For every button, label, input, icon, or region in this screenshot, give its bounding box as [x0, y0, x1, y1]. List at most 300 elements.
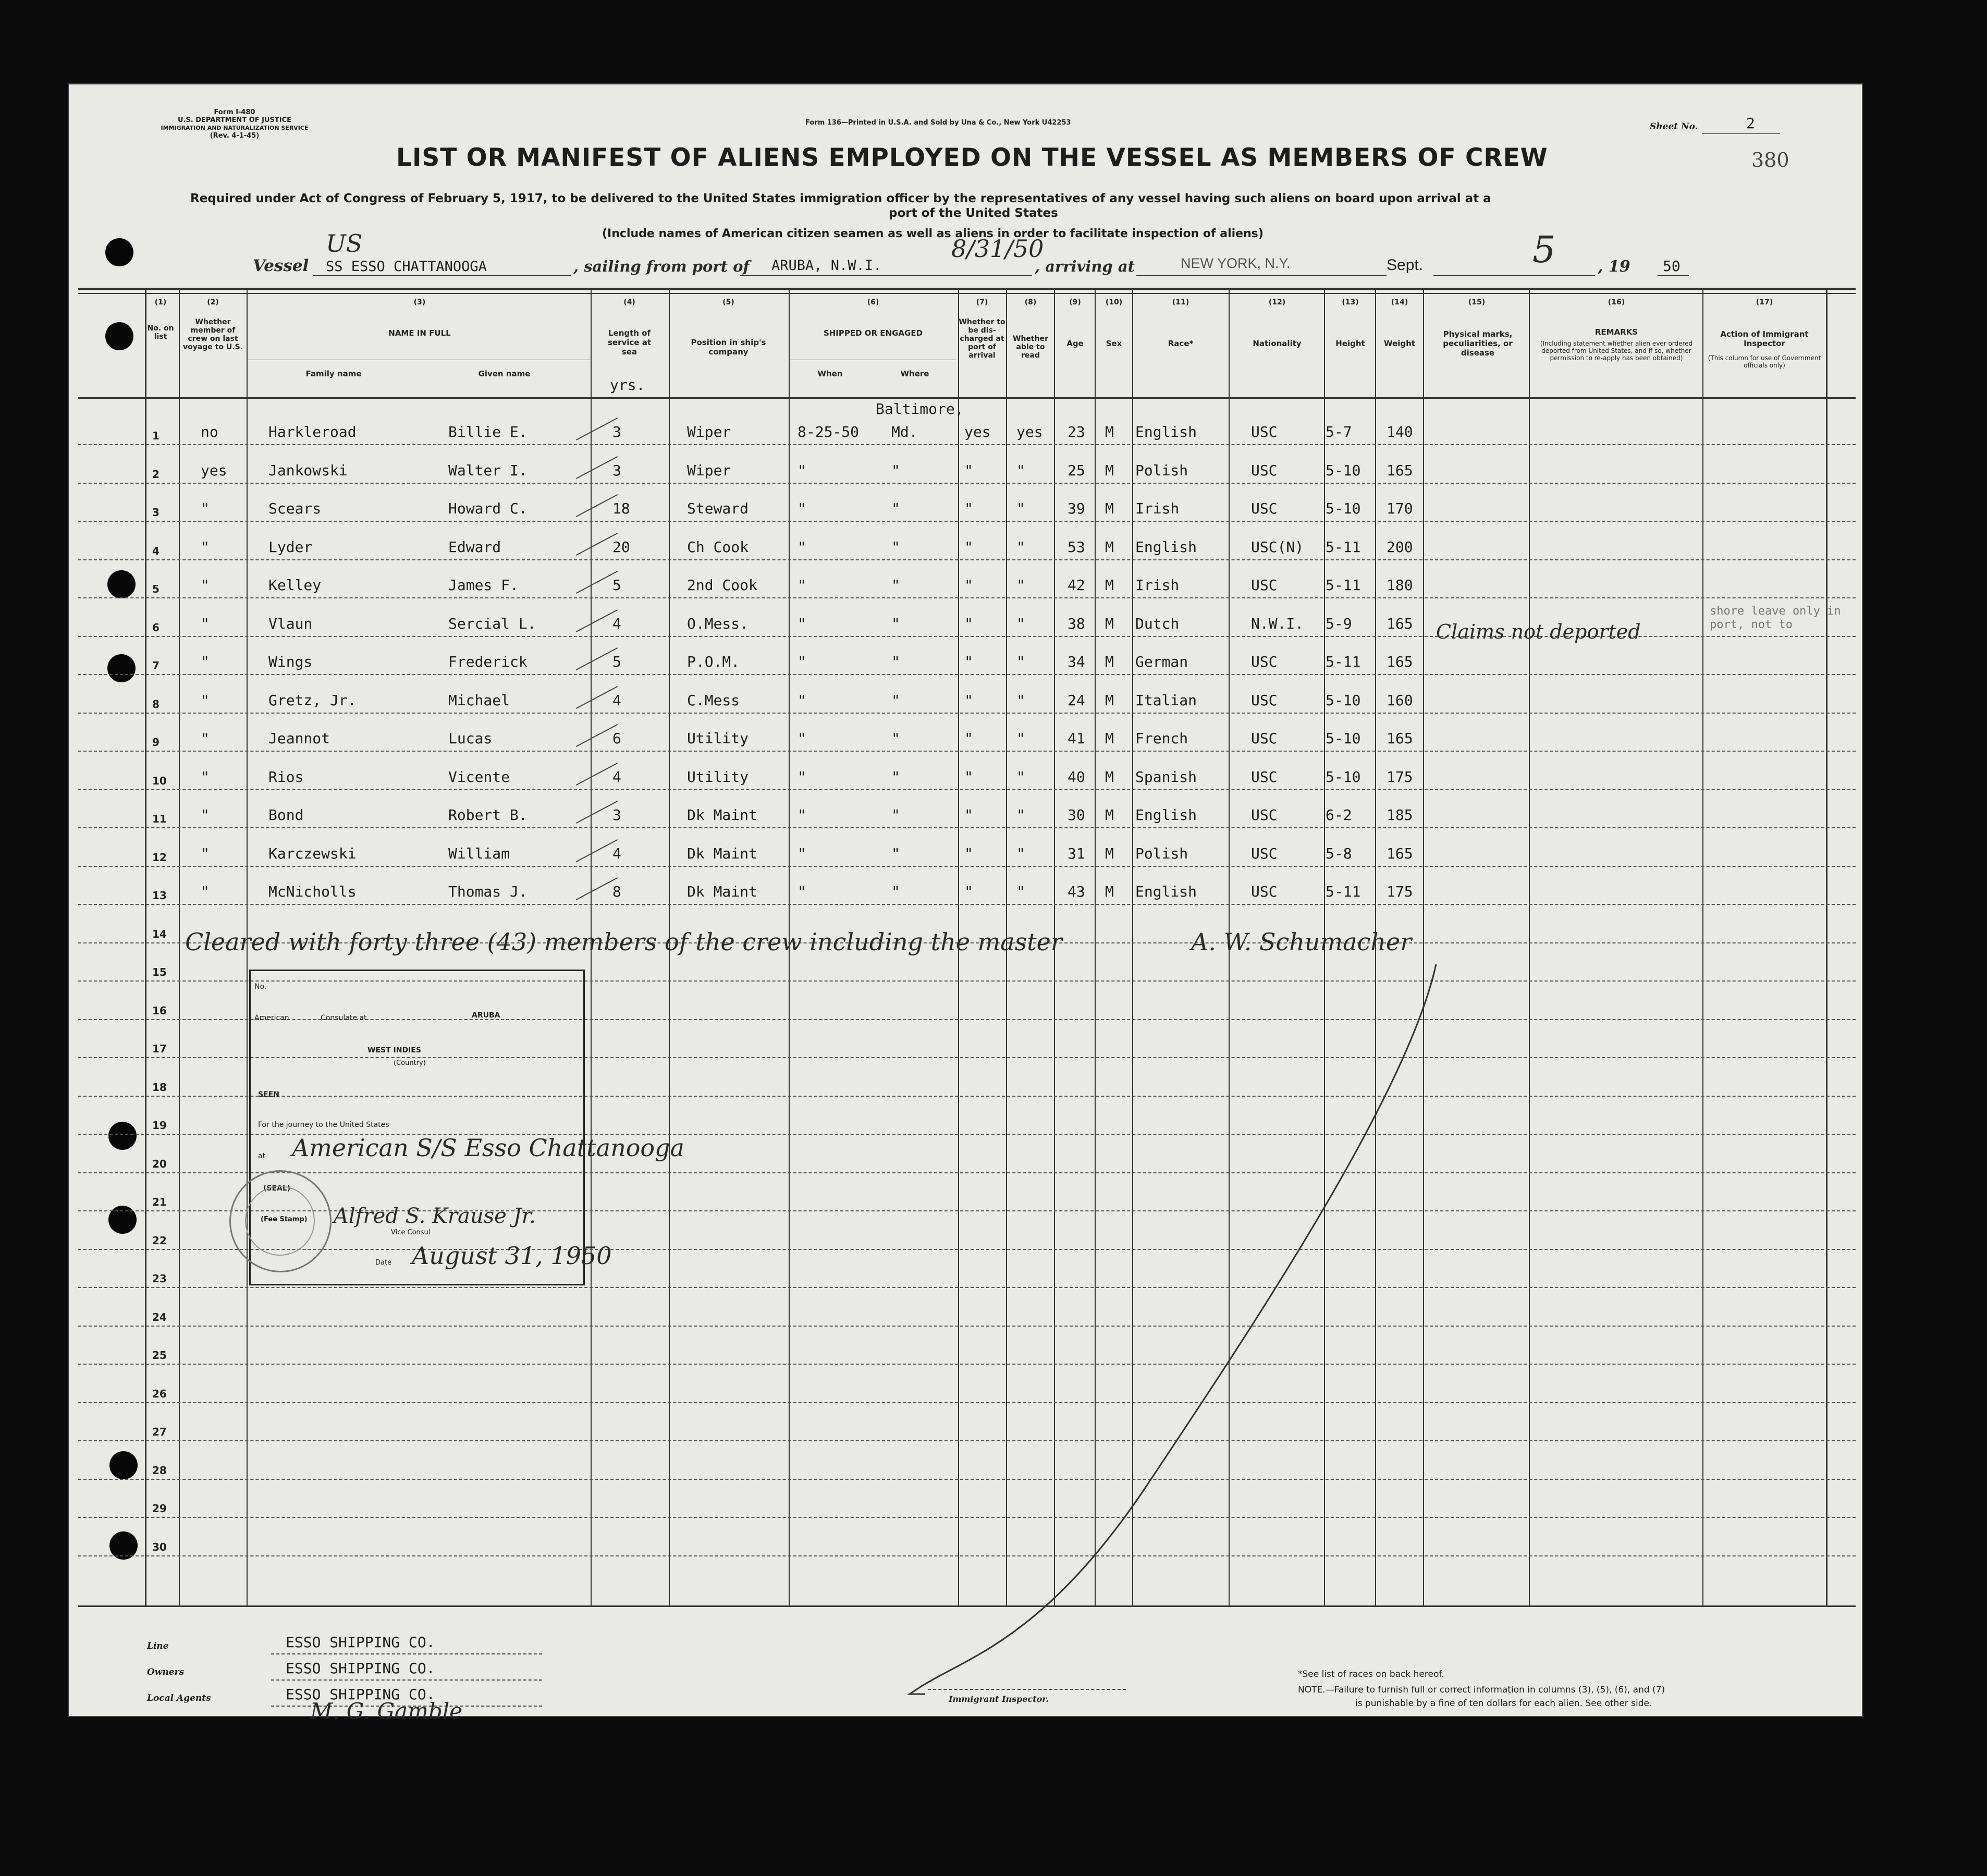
crew-weight-cell: 160 — [1387, 691, 1413, 709]
col-num-2: (2) — [207, 298, 219, 306]
crew-sex-cell: M — [1105, 806, 1114, 824]
year-prefix: , 19 — [1598, 258, 1630, 276]
crew-given-cell: Walter I. — [448, 461, 528, 479]
crew-when-cell: " — [798, 461, 806, 479]
page-title: LIST OR MANIFEST OF ALIENS EMPLOYED ON THE VESSEL AS MEMBERS OF CREW — [396, 143, 1548, 172]
crew-when-cell: " — [798, 615, 806, 632]
arriving-label: , arriving at — [1035, 258, 1135, 275]
col-num-15: (15) — [1468, 298, 1486, 306]
crew-height-cell: 5-9 — [1326, 615, 1352, 632]
form-id: Form I-480 — [214, 108, 255, 116]
crew-read-cell: yes — [1016, 423, 1043, 440]
vessel-note: US — [326, 229, 363, 258]
crew-weight-cell: 165 — [1387, 730, 1413, 747]
crew-position-cell: Dk Maint — [687, 806, 757, 824]
crew-discharged-cell: " — [964, 577, 973, 594]
col-num-8: (8) — [1024, 298, 1037, 306]
stamp-at: at — [258, 1152, 266, 1160]
family-name-header: Family name — [305, 369, 362, 378]
crew-given-cell: Vicente — [448, 768, 510, 786]
crew-nationality-cell: N.W.I. — [1251, 615, 1304, 632]
crew-height-cell: 5-10 — [1326, 500, 1361, 517]
row-number: 29 — [152, 1502, 167, 1515]
col-num-4: (4) — [623, 298, 635, 306]
crew-age-cell: 41 — [1068, 730, 1085, 747]
row-number: 27 — [152, 1426, 167, 1438]
crew-discharged-cell: " — [964, 500, 973, 517]
crew-given-cell: Sercial L. — [448, 615, 536, 632]
sailing-label: , sailing from port of — [573, 258, 750, 275]
row-number: 9 — [152, 736, 160, 749]
where-header: Where — [900, 369, 929, 378]
crew-weight-cell: 165 — [1387, 615, 1413, 632]
crew-given-cell: Frederick — [448, 653, 528, 670]
crew-race-cell: Italian — [1135, 691, 1197, 709]
crew-sex-cell: M — [1105, 730, 1114, 747]
crew-race-cell: Polish — [1135, 461, 1188, 479]
col-header-9: Age — [1066, 339, 1084, 348]
col-num-14: (14) — [1391, 298, 1408, 306]
given-name-header: Given name — [478, 369, 531, 378]
crew-given-cell: Robert B. — [448, 806, 528, 824]
crew-family-cell: Gretz, Jr. — [268, 691, 357, 709]
row-number: 13 — [152, 889, 167, 902]
stamp-ship-handwritten: American S/S Esso Chattanooga — [292, 1134, 684, 1162]
crew-sex-cell: M — [1105, 461, 1114, 479]
crew-last-cell: " — [201, 500, 210, 517]
subtitle-line2: port of the United States — [889, 206, 1058, 220]
crew-read-cell: " — [1016, 768, 1025, 786]
crew-discharged-cell: " — [964, 538, 973, 556]
crew-height-cell: 5-7 — [1326, 423, 1352, 440]
crew-nationality-cell: USC — [1251, 730, 1278, 747]
crew-last-cell: " — [201, 538, 210, 556]
crew-read-cell: " — [1016, 691, 1025, 709]
crew-given-cell: Billie E. — [448, 423, 528, 440]
col-num-12: (12) — [1268, 298, 1286, 306]
crew-last-cell: " — [201, 844, 210, 862]
crew-service-cell: 4 — [612, 691, 621, 709]
col-num-11: (11) — [1172, 298, 1189, 306]
col-num-9: (9) — [1069, 298, 1081, 306]
crew-nationality-cell: USC(N) — [1251, 538, 1304, 556]
sheet-number: 2 — [1746, 115, 1755, 132]
col-header-5: Position in ship's company — [691, 338, 766, 357]
crew-position-cell: P.O.M. — [687, 653, 740, 670]
date-note: 8/31/50 — [951, 235, 1044, 263]
agents-value: ESSO SHIPPING CO. — [286, 1686, 435, 1703]
crew-weight-cell: 175 — [1387, 883, 1413, 900]
crew-nationality-cell: USC — [1251, 768, 1278, 786]
crew-when-cell: " — [798, 538, 806, 556]
crew-read-cell: " — [1016, 883, 1025, 900]
crew-service-cell: 5 — [612, 577, 621, 594]
master-signature: A. W. Schumacher — [1191, 928, 1412, 956]
crew-where-cell: " — [891, 500, 900, 517]
col-header-6: SHIPPED OR ENGAGED — [823, 328, 923, 338]
col-header-4: Length of service at sea — [608, 328, 651, 357]
crew-given-cell: Howard C. — [448, 500, 528, 517]
closing-note: Cleared with forty three (43) members of the crew including the master — [185, 928, 1062, 956]
penalty-note-1: NOTE.—Failure to furnish full or correct information in columns (3), (5), (6), and (7) — [1298, 1685, 1665, 1695]
crew-weight-cell: 180 — [1387, 577, 1413, 594]
crew-service-cell: 3 — [612, 423, 621, 440]
col-num-13: (13) — [1342, 298, 1359, 306]
crew-position-cell: 2nd Cook — [687, 577, 757, 594]
crew-service-cell: 4 — [612, 768, 621, 786]
row-number: 11 — [152, 813, 167, 825]
crew-last-cell: " — [201, 730, 210, 747]
crew-last-cell: " — [201, 883, 210, 900]
crew-nationality-cell: USC — [1251, 653, 1278, 670]
col-num-3: (3) — [413, 298, 426, 306]
agent-signature: M. G. Gamble — [310, 1698, 463, 1724]
crew-where-cell: " — [891, 730, 900, 747]
col-header-2: Whether member of crew on last voyage to U.S. — [183, 318, 243, 351]
crew-race-cell: English — [1135, 806, 1197, 824]
crew-age-cell: 34 — [1068, 653, 1085, 670]
row-number: 18 — [152, 1081, 167, 1094]
stamp-consulate-at: Consulate at — [321, 1014, 367, 1022]
crew-nationality-cell: USC — [1251, 806, 1278, 824]
crew-family-cell: Jankowski — [268, 461, 348, 479]
action-note: (This column for use of Government officials only) — [1708, 354, 1821, 369]
crew-age-cell: 31 — [1068, 844, 1085, 862]
crew-age-cell: 38 — [1068, 615, 1085, 632]
crew-position-cell: C.Mess — [687, 691, 740, 709]
where-baltimore: Baltimore, — [876, 400, 964, 418]
col-header-7: Whether to be dis-charged at port of arrival — [959, 318, 1005, 360]
col-header-15: Physical marks, peculiarities, or disease — [1443, 329, 1513, 358]
crew-family-cell: Lyder — [268, 538, 313, 556]
crew-nationality-cell: USC — [1251, 883, 1278, 900]
crew-race-cell: German — [1135, 653, 1188, 670]
crew-family-cell: Rios — [268, 768, 304, 786]
crew-where-cell: " — [891, 768, 900, 786]
crew-when-cell: " — [798, 691, 806, 709]
col-header-1: No. on list — [147, 324, 174, 341]
crew-when-cell: " — [798, 653, 806, 670]
stamp-number: 380 — [1751, 149, 1789, 171]
subtitle-line3: (Include names of American citizen seamen as well as aliens in order to facilitate inspection of aliens) — [602, 227, 1264, 240]
years-label: yrs. — [610, 376, 645, 394]
crew-sex-cell: M — [1105, 615, 1114, 632]
crew-position-cell: Ch Cook — [687, 538, 749, 556]
crew-family-cell: Vlaun — [268, 615, 313, 632]
crew-read-cell: " — [1016, 806, 1025, 824]
crew-height-cell: 5-10 — [1326, 461, 1361, 479]
when-header: When — [817, 369, 843, 378]
crew-read-cell: " — [1016, 500, 1025, 517]
row-number: 8 — [152, 697, 160, 710]
col-num-5: (5) — [722, 298, 734, 306]
stamp-no-label: No. — [254, 983, 267, 991]
consul-signature: Alfred S. Krause Jr. — [334, 1204, 536, 1228]
crew-discharged-cell: yes — [964, 423, 991, 440]
crew-where-cell: " — [891, 883, 900, 900]
crew-service-cell: 3 — [612, 806, 621, 824]
crew-height-cell: 5-11 — [1326, 883, 1361, 900]
crew-read-cell: " — [1016, 844, 1025, 862]
crew-height-cell: 5-10 — [1326, 691, 1361, 709]
crew-weight-cell: 175 — [1387, 768, 1413, 786]
crew-family-cell: McNicholls — [268, 883, 357, 900]
col-num-6: (6) — [867, 298, 879, 306]
crew-service-cell: 4 — [612, 844, 621, 862]
crew-discharged-cell: " — [964, 653, 973, 670]
row-number: 24 — [152, 1310, 167, 1323]
crew-last-cell: yes — [201, 461, 227, 479]
row-number: 12 — [152, 851, 167, 864]
arrival-day: 5 — [1532, 228, 1556, 271]
crew-age-cell: 40 — [1068, 768, 1085, 786]
crew-discharged-cell: " — [964, 844, 973, 862]
crew-weight-cell: 170 — [1387, 500, 1413, 517]
crew-last-cell: no — [201, 423, 218, 440]
crew-service-cell: 6 — [612, 730, 621, 747]
crew-position-cell: Steward — [687, 500, 749, 517]
crew-height-cell: 5-10 — [1326, 730, 1361, 747]
crew-sex-cell: M — [1105, 538, 1114, 556]
crew-when-cell: " — [798, 577, 806, 594]
col-header-12: Nationality — [1253, 339, 1302, 348]
crew-discharged-cell: " — [964, 806, 973, 824]
crew-race-cell: English — [1135, 883, 1197, 900]
crew-discharged-cell: " — [964, 768, 973, 786]
crew-discharged-cell: " — [964, 730, 973, 747]
vessel-name: SS ESSO CHATTANOOGA — [326, 259, 487, 275]
row-number: 5 — [152, 583, 160, 595]
crew-weight-cell: 165 — [1387, 461, 1413, 479]
crew-family-cell: Wings — [268, 653, 313, 670]
crew-sex-cell: M — [1105, 844, 1114, 862]
row-number: 10 — [152, 774, 167, 787]
crew-family-cell: Karczewski — [268, 844, 357, 862]
crew-family-cell: Scears — [268, 500, 322, 517]
stamp-date-label: Date — [375, 1259, 392, 1267]
crew-age-cell: 42 — [1068, 577, 1085, 594]
row-number: 22 — [152, 1234, 167, 1247]
line-label: Line — [147, 1641, 169, 1651]
row-number: 19 — [152, 1119, 167, 1132]
crew-where-cell: " — [891, 653, 900, 670]
crew-nationality-cell: USC — [1251, 691, 1278, 709]
crew-nationality-cell: USC — [1251, 500, 1278, 517]
crew-height-cell: 5-11 — [1326, 577, 1361, 594]
arrival-month: Sept. — [1387, 256, 1424, 274]
row6-remark: Claims not deported — [1436, 620, 1641, 643]
crew-race-cell: English — [1135, 423, 1197, 440]
subtitle-line1: Required under Act of Congress of February 5, 1917, to be delivered to the United States immigration officer by the representatives of any vessel having such aliens on board upon arrival at a — [190, 192, 1491, 205]
crew-service-cell: 18 — [612, 500, 630, 517]
crew-where-cell: " — [891, 577, 900, 594]
crew-age-cell: 53 — [1068, 538, 1085, 556]
crew-weight-cell: 185 — [1387, 806, 1413, 824]
crew-given-cell: Thomas J. — [448, 883, 528, 900]
row-number: 30 — [152, 1540, 167, 1553]
crew-race-cell: Irish — [1135, 577, 1180, 594]
stamp-seen: SEEN — [258, 1090, 279, 1099]
stamp-fee: (Fee Stamp) — [261, 1216, 308, 1223]
row-number: 4 — [152, 544, 160, 557]
col-header-3: NAME IN FULL — [388, 328, 451, 338]
crew-when-cell: 8-25-50 — [798, 423, 860, 440]
col-header-16: REMARKS — [1594, 327, 1638, 337]
col-num-10: (10) — [1105, 298, 1123, 306]
crew-read-cell: " — [1016, 653, 1025, 670]
arrival-year: 50 — [1663, 258, 1681, 275]
crew-age-cell: 23 — [1068, 423, 1085, 440]
line-value: ESSO SHIPPING CO. — [286, 1634, 435, 1651]
crew-nationality-cell: USC — [1251, 577, 1278, 594]
row-number: 26 — [152, 1387, 167, 1400]
vessel-label: Vessel — [253, 256, 309, 275]
crew-last-cell: " — [201, 615, 210, 632]
stamp-country-label: (Country) — [394, 1059, 426, 1067]
row-number: 20 — [152, 1157, 167, 1170]
crew-given-cell: William — [448, 844, 510, 862]
port-of-departure: ARUBA, N.W.I. — [771, 258, 882, 274]
crew-last-cell: " — [201, 577, 210, 594]
crew-age-cell: 24 — [1068, 691, 1085, 709]
crew-service-cell: 8 — [612, 883, 621, 900]
crew-sex-cell: M — [1105, 653, 1114, 670]
crew-family-cell: Bond — [268, 806, 304, 824]
stamp-journey: For the journey to the United States — [258, 1121, 389, 1129]
crew-age-cell: 25 — [1068, 461, 1085, 479]
crew-where-cell: " — [891, 615, 900, 632]
stamp-region: WEST INDIES — [367, 1046, 421, 1055]
stamp-seal: (SEAL) — [263, 1184, 291, 1193]
stamp-vice-consul: Vice Consul — [391, 1229, 431, 1236]
row-number: 28 — [152, 1464, 167, 1477]
row-number: 16 — [152, 1004, 167, 1017]
crew-last-cell: " — [201, 653, 210, 670]
row-number: 6 — [152, 621, 160, 634]
crew-age-cell: 39 — [1068, 500, 1085, 517]
agents-label: Local Agents — [147, 1693, 211, 1703]
crew-read-cell: " — [1016, 461, 1025, 479]
crew-family-cell: Kelley — [268, 577, 322, 594]
stamp-date-handwritten: August 31, 1950 — [412, 1242, 612, 1270]
crew-height-cell: 5-8 — [1326, 844, 1352, 862]
stamp-american: American — [254, 1014, 289, 1022]
crew-service-cell: 20 — [612, 538, 630, 556]
crew-weight-cell: 165 — [1387, 653, 1413, 670]
crew-race-cell: English — [1135, 538, 1197, 556]
crew-read-cell: " — [1016, 615, 1025, 632]
crew-service-cell: 4 — [612, 615, 621, 632]
crew-race-cell: Irish — [1135, 500, 1180, 517]
row-number: 3 — [152, 506, 160, 519]
col-num-7: (7) — [976, 298, 988, 306]
crew-discharged-cell: " — [964, 691, 973, 709]
remarks-note: (Including statement whether alien ever ordered deported from United States, and if so, whether permission to re-apply has been obtained) — [1540, 340, 1693, 362]
printer-line: Form 136—Printed in U.S.A. and Sold by Una & Co., New York U42253 — [805, 119, 1071, 127]
crew-age-cell: 43 — [1068, 883, 1085, 900]
col-header-14: Weight — [1384, 339, 1415, 348]
crew-given-cell: Lucas — [448, 730, 493, 747]
crew-race-cell: Dutch — [1135, 615, 1180, 632]
races-note: *See list of races on back hereof. — [1298, 1669, 1444, 1679]
crew-height-cell: 5-11 — [1326, 653, 1361, 670]
crew-race-cell: French — [1135, 730, 1188, 747]
crew-where-cell: " — [891, 461, 900, 479]
crew-sex-cell: M — [1105, 768, 1114, 786]
inspector-label: Immigrant Inspector. — [949, 1694, 1049, 1704]
col-header-10: Sex — [1106, 339, 1122, 348]
crew-family-cell: Harkleroad — [268, 423, 357, 440]
crew-family-cell: Jeannot — [268, 730, 330, 747]
crew-when-cell: " — [798, 844, 806, 862]
crew-weight-cell: 200 — [1387, 538, 1413, 556]
crew-sex-cell: M — [1105, 883, 1114, 900]
crew-given-cell: James F. — [448, 577, 519, 594]
col-header-8: Whether able to read — [1013, 335, 1048, 360]
crew-read-cell: " — [1016, 577, 1025, 594]
crew-read-cell: " — [1016, 538, 1025, 556]
crew-last-cell: " — [201, 768, 210, 786]
col-header-13: Height — [1335, 339, 1365, 348]
crew-height-cell: 5-11 — [1326, 538, 1361, 556]
crew-height-cell: 5-10 — [1326, 768, 1361, 786]
crew-where-cell: " — [891, 691, 900, 709]
crew-sex-cell: M — [1105, 423, 1114, 440]
owners-label: Owners — [147, 1667, 185, 1677]
sheet-label: Sheet No. — [1650, 121, 1698, 132]
crew-nationality-cell: USC — [1251, 423, 1278, 440]
col-num-17: (17) — [1756, 298, 1773, 306]
crew-service-cell: 5 — [612, 653, 621, 670]
crew-last-cell: " — [201, 806, 210, 824]
crew-nationality-cell: USC — [1251, 844, 1278, 862]
crew-last-cell: " — [201, 691, 210, 709]
crew-when-cell: " — [798, 883, 806, 900]
service: IMMIGRATION AND NATURALIZATION SERVICE — [161, 125, 309, 131]
crew-where-cell: " — [891, 844, 900, 862]
col-num-1: (1) — [154, 298, 167, 306]
crew-position-cell: O.Mess. — [687, 615, 749, 632]
row-number: 1 — [152, 430, 160, 442]
col-header-17: Action of Immigrant Inspector — [1720, 329, 1809, 348]
col-header-11: Race* — [1168, 339, 1194, 348]
crew-when-cell: " — [798, 730, 806, 747]
crew-discharged-cell: " — [964, 615, 973, 632]
crew-service-cell: 3 — [612, 461, 621, 479]
row-number: 2 — [152, 468, 160, 481]
crew-sex-cell: M — [1105, 500, 1114, 517]
row-number: 7 — [152, 659, 160, 672]
col-num-16: (16) — [1608, 298, 1625, 306]
crew-position-cell: Dk Maint — [687, 883, 757, 900]
row-number: 14 — [152, 927, 167, 940]
row6-action: shore leave only in port, not to — [1710, 605, 1841, 631]
row-number: 15 — [152, 966, 167, 978]
crew-position-cell: Wiper — [687, 423, 731, 440]
crew-given-cell: Edward — [448, 538, 501, 556]
crew-when-cell: " — [798, 500, 806, 517]
crew-sex-cell: M — [1105, 691, 1114, 709]
row-number: 17 — [152, 1043, 167, 1055]
crew-sex-cell: M — [1105, 577, 1114, 594]
row-number: 25 — [152, 1349, 167, 1362]
owners-value: ESSO SHIPPING CO. — [286, 1660, 435, 1677]
crew-given-cell: Michael — [448, 691, 510, 709]
stamp-place: ARUBA — [472, 1011, 500, 1020]
row-number: 23 — [152, 1272, 167, 1285]
crew-discharged-cell: " — [964, 883, 973, 900]
crew-weight-cell: 165 — [1387, 844, 1413, 862]
